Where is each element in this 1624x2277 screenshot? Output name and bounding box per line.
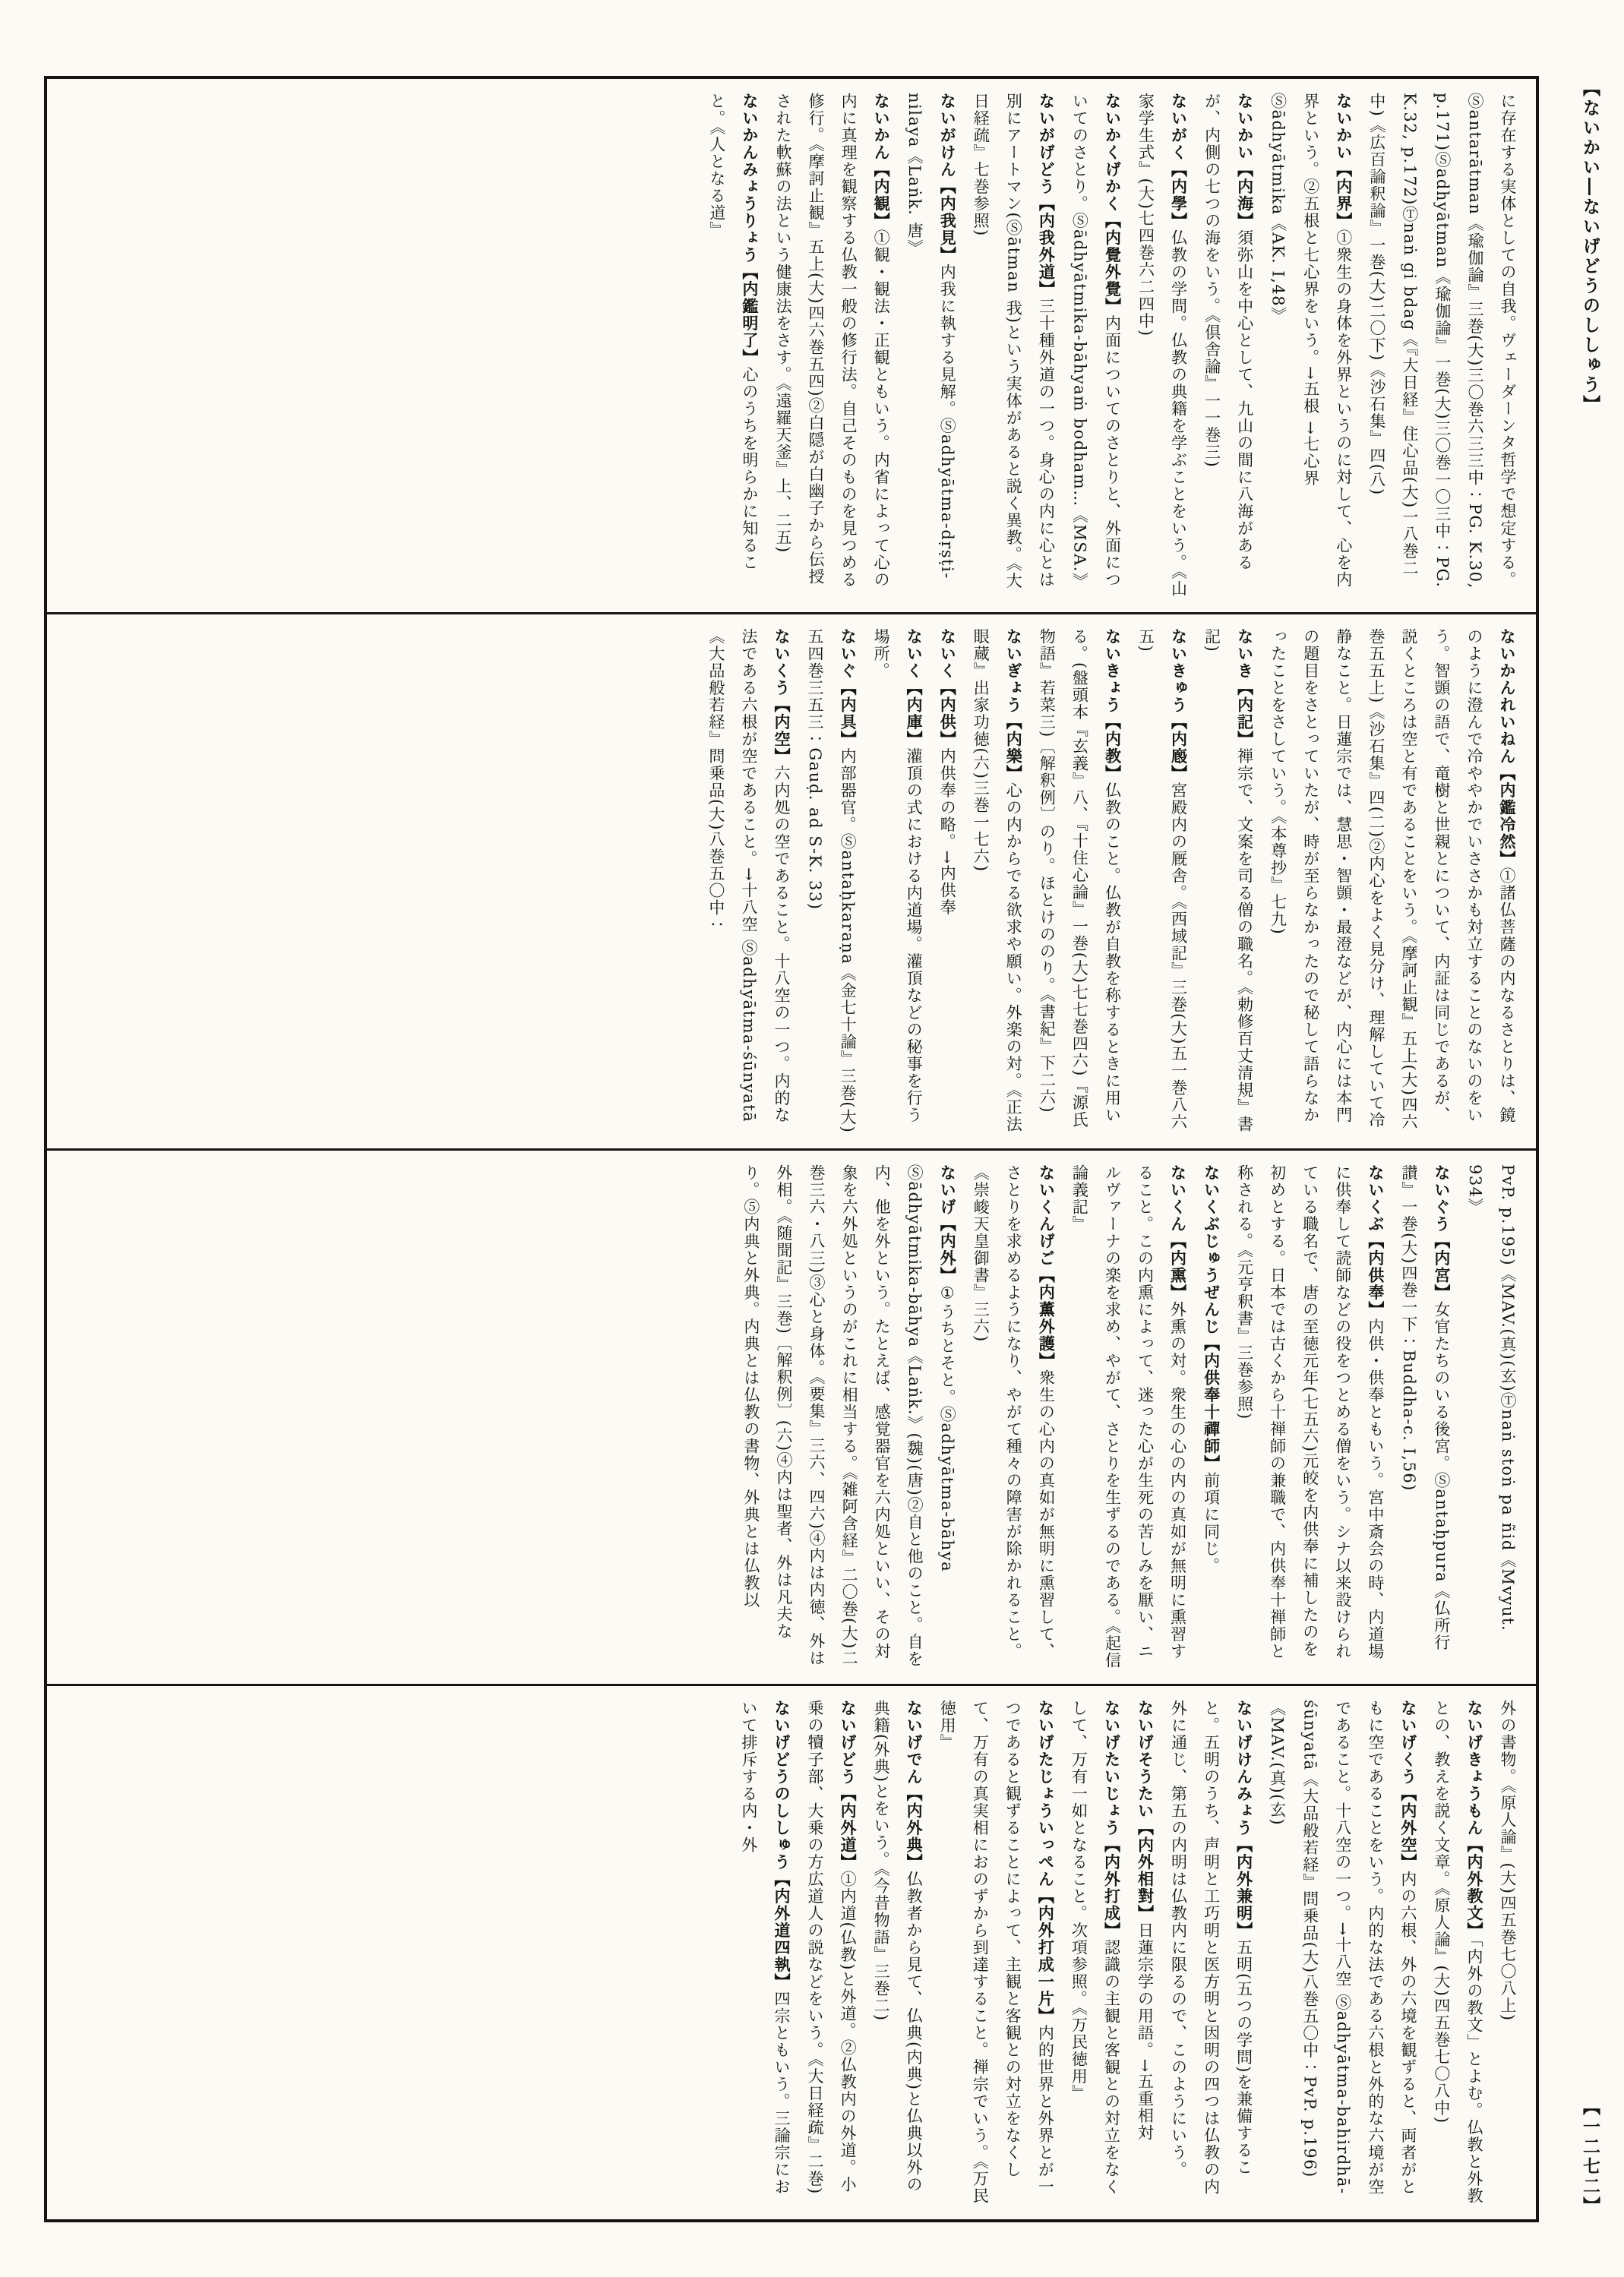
page-frame bbox=[44, 76, 1539, 2222]
entry-body: 須弥山を中心として、九山の間に八海があるが、内側の七つの海をいう。《倶舎論』一一巻三) bbox=[1202, 93, 1254, 571]
dictionary-entry bbox=[864, 1700, 930, 2206]
dictionary-entry bbox=[1458, 1164, 1524, 1670]
entry-headword: ないげきょうもん【内外教文】 bbox=[1464, 1699, 1484, 1939]
dictionary-entry bbox=[1129, 93, 1195, 598]
dictionary-entry bbox=[930, 1700, 1062, 2206]
entry-headword: ないくんげご【内薫外護】 bbox=[1037, 1164, 1057, 1369]
entry-body: 外の書物。《原人論』(大)四五巻七〇八上) bbox=[1499, 1699, 1517, 2022]
entry-body: 仏教の学問。仏教の典籍を学ぶことをいう。《山家学生式』(大)七四巻六二四中) bbox=[1136, 93, 1188, 598]
dictionary-entry bbox=[1491, 1700, 1524, 2206]
entry-body: ①内道(仏教)と外道。②仏教内の外道。小乗の犢子部、大乗の方広道人の説などをいう。《大日経疏』二巻) bbox=[806, 1699, 858, 2195]
entry-body: 認識の主観と客観との対立をなくして、万有一如となること。次項参照。《万民徳用』 bbox=[1070, 1699, 1121, 2196]
entry-body: 内供奉の略。→内供奉 bbox=[938, 747, 957, 917]
dictionary-entry bbox=[864, 628, 930, 1134]
entry-body: ①観・観法・正観ともいう。内省によって心の内に真理を観察する仏教一般の修行法。自己そのものを見つめる修行。《摩訶止観』五上(大)四六巻五四)②白隠が白幽子から伝授された軟蘇の法という健康法をさす。《遠羅天釜』上、二五) bbox=[773, 93, 891, 589]
entry-headword: ないがけん【内我見】 bbox=[938, 93, 958, 264]
entry-headword: ないげそうたい【内外相對】 bbox=[1136, 1699, 1155, 1922]
entry-body: 衆生の心内の真如が無明に熏習して、さとりを求めるようになり、やがて種々の障害が除かれること。《崇峻天皇御書』三六) bbox=[972, 1164, 1056, 1660]
entry-body: 四宗ともいう。三論宗において排斥する内・外 bbox=[739, 1699, 791, 2196]
entry-body: 内の六根、外の六境を観ずると、両者がともに空であることをいう。内的な法である六根と外的な六境が空であること。十八空の一つ。→十八空 Ⓢadhyātma-bahirdhā-śūnyatā《大品般若経』問乗品(大)八巻五〇中：PvP. p.196)《MAV.(真)(玄) bbox=[1268, 1699, 1417, 2196]
dictionary-entry bbox=[1128, 1700, 1161, 2206]
entry-headword: ないく【内庫】 bbox=[905, 628, 924, 748]
dictionary-entry bbox=[700, 93, 766, 598]
dictionary-entry bbox=[1392, 1164, 1458, 1670]
entry-headword: ないげたじょういっぺん【内外打成一片】 bbox=[1036, 1699, 1056, 2025]
dictionary-entry bbox=[798, 1700, 864, 2206]
entry-headword: ないかんみょうりょう【内鑑明了】 bbox=[740, 93, 760, 366]
entry-headword: ないくぶじゅうぜんじ【内供奉十禪師】 bbox=[1202, 1164, 1221, 1472]
entry-headword: ないぐ【内具】 bbox=[839, 628, 858, 748]
entry-headword: ないげでん【内外典】 bbox=[905, 1699, 924, 1871]
entry-body: 五明(五つの学問)を兼備すること。五明のうち、声明と工巧明と医方明と因明の四つは仏教の内外に通じ、第五の内明は仏教内に限るので、このようにいう。 bbox=[1169, 1699, 1253, 2196]
dictionary-entry bbox=[1062, 1700, 1128, 2206]
entry-headword: ないき【内記】 bbox=[1235, 628, 1255, 748]
entry-headword: ないかい【内界】 bbox=[1334, 93, 1354, 229]
dictionary-entry bbox=[1262, 628, 1524, 1134]
entry-headword: ないげどうのししゅう【内外道四執】 bbox=[772, 1699, 791, 1991]
dictionary-entry bbox=[964, 93, 1063, 598]
band-2 bbox=[47, 612, 1536, 1148]
page-number: 【一二七二】 bbox=[1580, 2098, 1600, 2216]
entry-body: ①衆生の身体を外界というのに対して、心を内界という。②五根と七心界をいう。→五根 →七心界 Ⓢādhyātmika《AK. I,48》 bbox=[1269, 93, 1353, 589]
dictionary-entry bbox=[798, 628, 864, 1134]
entry-body: 内供・供奉ともいう。宮中斎会の時、内道場に供奉して読師などの役をつとめる僧をいう。シナ以来設けられている職名で、唐の至徳元年(七五六)元皎を内供奉に補したのを初めとする。日本では古くから十禅師の兼職で、内供奉十禅師と称される。《元亨釈書』三巻参照) bbox=[1235, 1164, 1385, 1660]
band-4 bbox=[47, 1684, 1536, 2219]
entry-headword: ないげ【内外】 bbox=[938, 1164, 958, 1284]
entry-body: 六内処の空であること。十八空の一つ。内的な法である六根が空であること。→十八空 Ⓢadhyātma-śūnyatā《大品般若経』問乗品(大)八巻五〇中： bbox=[706, 628, 791, 1124]
entry-headword: ないぎょう【内樂】 bbox=[1004, 628, 1024, 782]
dictionary-entry bbox=[1261, 1700, 1425, 2206]
dictionary-entry bbox=[766, 93, 898, 598]
dictionary-entry bbox=[898, 93, 964, 598]
entry-headword: ないげくう【内外空】 bbox=[1398, 1699, 1418, 1871]
entry-body: ①諸仏菩薩の内なるさとりは、鏡のように澄んで冷ややかでいささかも対立することのないのをいう。智顗の語で、竜樹と世親とについて、内証は同じであるが、説くところは空と有であることをいう。《摩訶止観』五上(大)四六巻五五上)《沙石集』四(二)②内心をよく見分け、理解していて冷静なこと。日蓮宗では、慧思・智顗・最澄などが、内心には本門の題目をさとっていたが、時が至らなかったので秘して語らなかったことをさしていう。《本尊抄』七九) bbox=[1269, 628, 1516, 1131]
entry-headword: ないかい【内海】 bbox=[1235, 93, 1255, 229]
dictionary-entry bbox=[1262, 93, 1360, 598]
entry-body: 三十種外道の一つ。身心の内に心とは別にアートマン(Ⓢātman 我)という実体があると説く異教。《大日経疏』七巻参照) bbox=[972, 93, 1056, 589]
entry-body: 「内外の教文」とよむ。仏教と外教との、教えを説く文章。《原人論』(大)四五巻七〇八中) bbox=[1432, 1699, 1483, 2205]
dictionary-entry bbox=[1063, 1164, 1194, 1670]
dictionary-entry bbox=[930, 628, 964, 1134]
entry-body: 内面についてのさとりと、外面についてのさとり。Ⓢādhyātmika-bāhyaṁ bodham…《MSA.》 bbox=[1070, 93, 1122, 590]
entry-headword: ないげどう【内外道】 bbox=[839, 1699, 858, 1871]
entry-body: PvP. p.195)《MAV.(真)(玄)Ⓣnaṅ stoṅ pa ñid《Mvyut. 934》 bbox=[1465, 1164, 1517, 1631]
entry-headword: ないげたいじょう【内外打成】 bbox=[1102, 1699, 1122, 1939]
running-head: 【ないかい―ないげどうのししゅう】 bbox=[1580, 79, 1600, 415]
entry-headword: ないげけんみょう【内外兼明】 bbox=[1234, 1699, 1254, 1939]
entry-headword: ないぐう【内宮】 bbox=[1432, 1164, 1452, 1301]
entry-body: 心のうちを明らかに知ること。《人となる道』 bbox=[707, 93, 759, 571]
entry-body: 日蓮宗学の用語。→五重相対 bbox=[1136, 1922, 1155, 2142]
entry-headword: ないきゅう【内廏】 bbox=[1169, 628, 1189, 782]
dictionary-entry bbox=[1161, 1700, 1260, 2206]
entry-body: 女官たちのいる後宮。Ⓢantaḥpura《仏所行讃』一巻(大)四巻一下：Buddha-c. I,56) bbox=[1399, 1164, 1451, 1651]
entry-headword: ないがく【内學】 bbox=[1169, 93, 1189, 229]
entry-body: ①うちとそと。Ⓢadhyātma-bāhya Ⓢādhyātmika-bāhya《Laṅk.》(魏)(唐)②自と他のこと。自を内、他を外という。たとえば、感覚器官を六内処といい、その対象を六外処というのがこれに相当する。《雑阿含経』二〇巻(大)二巻三六・八三)③心と身体。《要集』三六、四六)④内は内徳、外は外相。《随聞記』三巻)〔解釈例〕(六)④内は聖者、外は凡夫なり。⑤内典と外典。内典とは仏教の書物、外典とは仏教以 bbox=[741, 1164, 957, 1667]
entry-body: 仏教者から見て、仏典(内典)と仏典以外の典籍(外典)とをいう。《今昔物語』三巻二) bbox=[872, 1699, 924, 2193]
dictionary-entry bbox=[700, 628, 798, 1134]
entry-headword: ないがげどう【内我外道】 bbox=[1037, 93, 1057, 298]
entry-headword: ないかん【内観】 bbox=[872, 93, 892, 229]
entry-headword: ないくん【内熏】 bbox=[1168, 1164, 1188, 1301]
band-3 bbox=[47, 1148, 1536, 1684]
dictionary-entry bbox=[735, 1164, 964, 1670]
entry-body: に存在する実体としての自我。ヴェーダーンタ哲学で想定する。Ⓢantarātman《瑜伽論』三巻(大)三〇巻六三三中：PG. K.30, p.171)Ⓢadhyātman《瑜伽論』一巻(大)三〇巻一〇三中：PG. K.32, p.172)Ⓣnaṅ gi bdag《『大日経』住心品(大)一八巻二中)《広百論釈論』一巻(大)二〇下)《沙石集』四(八) bbox=[1367, 93, 1517, 589]
entry-body: 内的世界と外界とが一つであると観ずることによって、主観と客観との対立をなくして、万有の真実相におのずから到達すること。禅宗でいう。《万民徳用』 bbox=[938, 1699, 1055, 2205]
band-1 bbox=[47, 79, 1536, 612]
entry-headword: ないきょう【内教】 bbox=[1103, 628, 1123, 782]
entry-headword: ないかんれいねん【内鑑冷然】 bbox=[1498, 628, 1517, 868]
dictionary-entry bbox=[1195, 1164, 1228, 1670]
dictionary-entry bbox=[964, 628, 1030, 1134]
entry-body: 宮殿内の厩舎。《西域記』三巻(大)五一巻八六五) bbox=[1136, 628, 1188, 1131]
entry-body: 内我に執する見解。Ⓢadhyātma-dṛṣṭi-nilaya《Laṅk. 唐》 bbox=[905, 93, 957, 580]
entry-body: 前項に同じ。 bbox=[1202, 1471, 1221, 1574]
dictionary-entry bbox=[732, 1700, 798, 2206]
entry-body: 外熏の対。衆生の心の内の真如が無明に熏習すること。この内熏によって、迷った心が生死の苦しみを厭い、ニルヴァーナの楽を求め、やがて、さとりを生ずるのである。《起信論義記』 bbox=[1070, 1164, 1187, 1669]
dictionary-entry bbox=[1196, 93, 1262, 598]
dictionary-entry bbox=[1360, 93, 1524, 598]
dictionary-entry bbox=[1425, 1700, 1491, 2206]
entry-body: 内部器官。Ⓢantaḥkaraṇa《金七十論』三巻(大)五四巻三五三：Gauḍ. ad S-K. 33) bbox=[806, 628, 858, 1134]
entry-headword: ないくう【内空】 bbox=[772, 628, 791, 766]
entry-headword: ないく【内供】 bbox=[938, 628, 958, 748]
dictionary-entry bbox=[1196, 628, 1262, 1134]
dictionary-entry bbox=[1228, 1164, 1392, 1670]
dictionary-entry bbox=[1129, 628, 1195, 1134]
entry-body: 禅宗で、文案を司る僧の職名。《勅修百丈清規』書記) bbox=[1202, 628, 1254, 1133]
entry-body: 心の内からでる欲求や願い。外楽の対。《正法眼蔵』出家功徳(六)三巻一七六) bbox=[972, 628, 1023, 1133]
dictionary-entry bbox=[964, 1164, 1063, 1670]
entry-body: 灌頂の式における内道場。灌頂などの秘事を行う場所。 bbox=[872, 628, 924, 1124]
entry-headword: ないくぶ【内供奉】 bbox=[1366, 1164, 1385, 1318]
dictionary-entry bbox=[1063, 93, 1129, 598]
entry-headword: ないかくげかく【内覺外覺】 bbox=[1103, 93, 1123, 315]
dictionary-entry bbox=[1030, 628, 1129, 1134]
entry-body: 仏教のこと。仏教が自教を称するときに用いる。(盤頭本『玄義』八、『十住心論』一巻(大)七七巻四六)『源氏物語』若菜三)〔解釈例〕のり。ほとけののり。《書紀』下二六) bbox=[1038, 628, 1122, 1129]
